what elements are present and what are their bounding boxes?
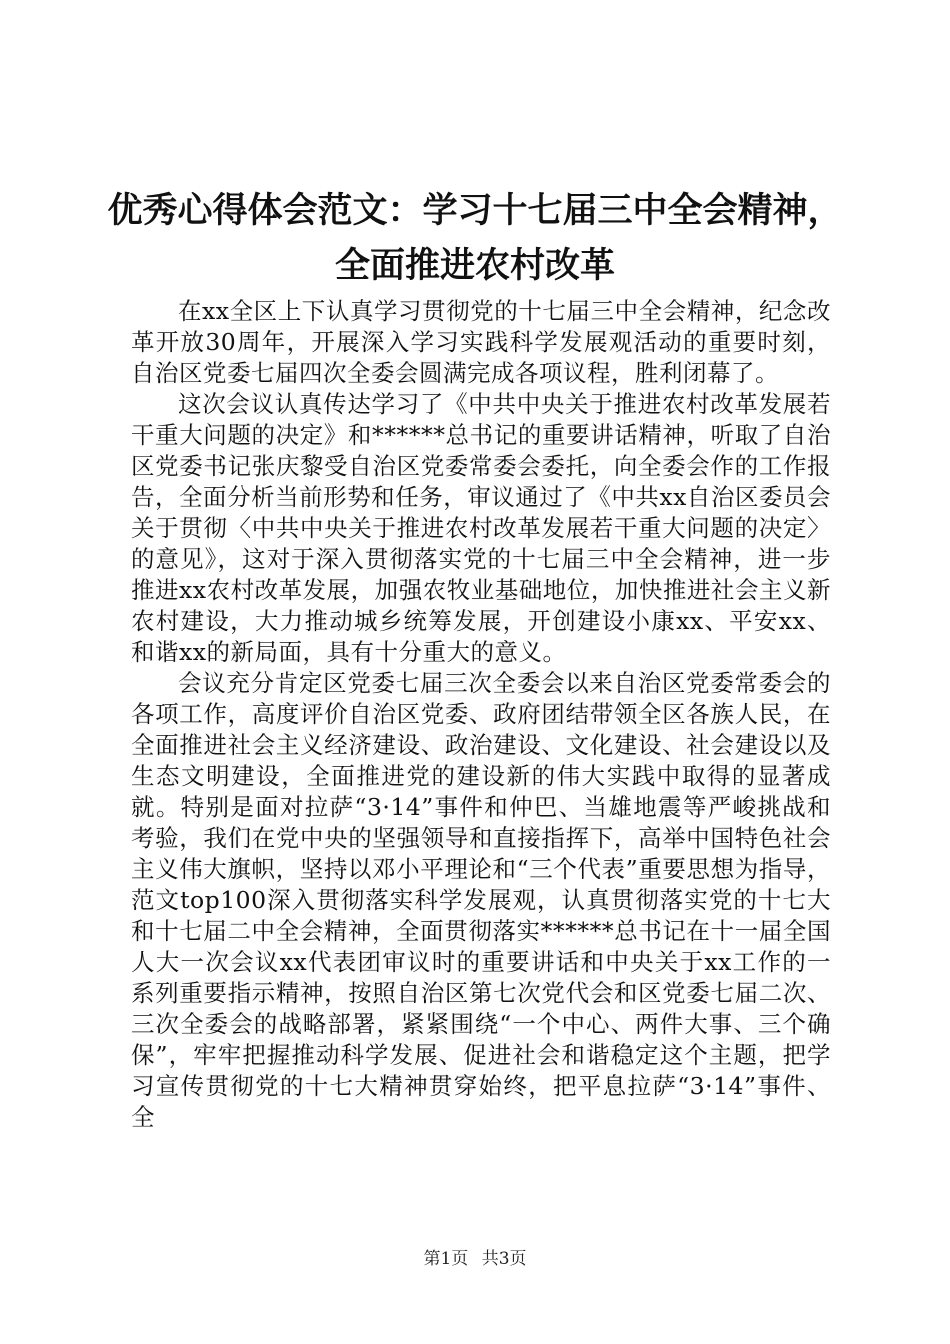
paragraph: 会议充分肯定区党委七届三次全委会以来自治区党委常委会的各项工作，高度评价自治区党委、政府团结带领全区各族人民，在全面推进社会主义经济建设、政治建设、文化建设、社会建设以及生态文明建设，全面推进党的建设新的伟大实践中取得的显著成就。特别是面对拉萨“3·14”事件和仲巴、当雄地震等严峻挑战和考验，我们在党中央的坚强领导和直接指挥下，高举中国特色社会主义伟大旗帜，坚持以邓小平理论和“三个代表”重要思想为指导，范文top100深入贯彻落实科学发展观，认真贯彻落实党的十七大和十七届二中全会精神，全面贯彻落实******总书记在十一届全国人大一次会议xx代表团审议时的重要讲话和中央关于xx工作的一系列重要指示精神，按照自治区第七次党代会和区党委七届二次、三次全委会的战略部署，紧紧围绕“一个中心、两件大事、三个确保”，牢牢把握推动科学发展、促进社会和谐稳定这个主题，把学习宣传贯彻党的十七大精神贯穿始终，把平息拉萨“3·14”事件、全 — [131, 669, 831, 1131]
document-title-line-1: 优秀心得体会范文：学习十七届三中全会精神， — [107, 191, 843, 231]
document-title-line-2: 全面推进农村改革 — [334, 246, 615, 286]
paragraph: 在xx全区上下认真学习贯彻党的十七届三中全会精神，纪念改革开放30周年，开展深入学习实践科学发展观活动的重要时刻，自治区党委七届四次全委会圆满完成各项议程，胜利闭幕了。 — [131, 297, 831, 387]
page-footer — [0, 1244, 950, 1269]
page-number: 第1页 — [423, 1249, 469, 1269]
document-body — [131, 296, 831, 1133]
paragraph: 这次会议认真传达学习了《中共中央关于推进农村改革发展若干重大问题的决定》和******总书记的重要讲话精神，听取了自治区党委书记张庆黎受自治区党委常委会委托，向全委会作的工作报告，全面分析当前形势和任务，审议通过了《中共xx自治区委员会关于贯彻〈中共中央关于推进农村改革发展若干重大问题的决定〉的意见》，这对于深入贯彻落实党的十七届三中全会精神，进一步推进xx农村改革发展，加强农牧业基础地位，加快推进社会主义新农村建设，大力推动城乡统筹发展，开创建设小康xx、平安xx、和谐xx的新局面，具有十分重大的意义。 — [131, 390, 831, 666]
page-count: 共3页 — [481, 1249, 527, 1269]
